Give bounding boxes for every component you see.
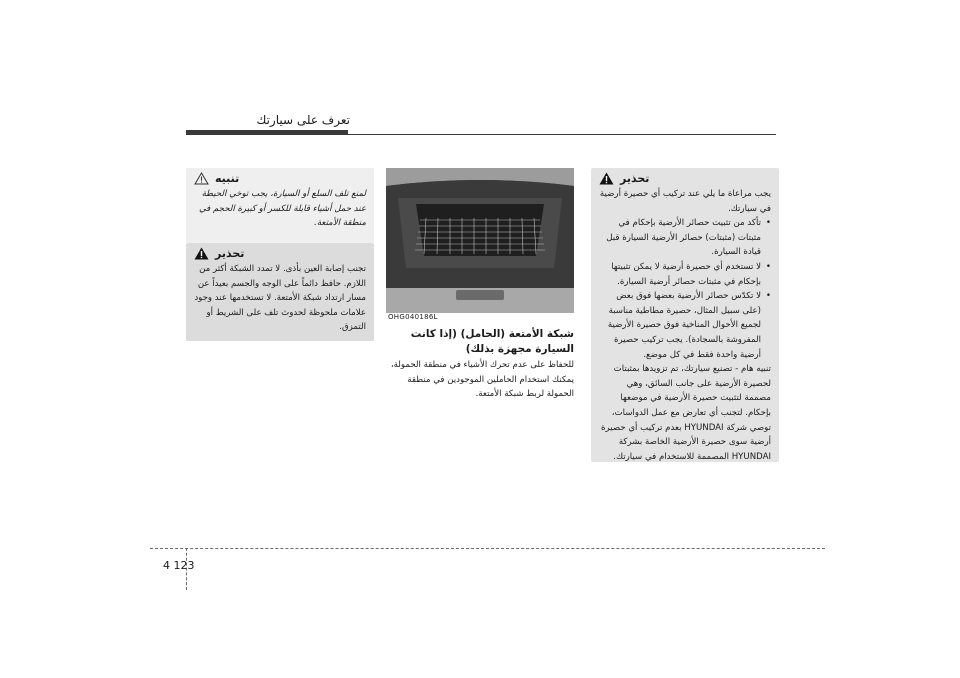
section-body: للحفاظ على عدم تحرك الأشياء في منطقة الحمولة، يمكنك استخدام الحاملين الموجودين في منطقة الحمولة لربط شبكة الأمتعة. <box>390 360 574 400</box>
warning-right-intro: يجب مراعاة ما يلي عند تركيب أي حصيرة أرضية في سيارتك. <box>599 189 771 214</box>
list-item: • لا تكدّس حصائر الأرضية بعضها فوق بعض (على سبيل المثال، حصيرة مطاطية مناسبة لجميع الأحوال المناخية فوق حصيرة الأرضية المفروشة بالسجادة). يجب تركيب حصيرة أرضية واحدة فقط في كل موضع. <box>599 289 771 362</box>
warning-icon <box>599 172 614 185</box>
warning-right-list <box>591 216 779 362</box>
warning-left-header <box>186 243 374 262</box>
warning-box-right <box>591 168 779 462</box>
notice-title: تنبيه <box>215 172 240 185</box>
footer-rule <box>150 548 825 549</box>
warning-left-text: تجنب إصابة العين بأذى. لا تمدد الشبكة أكثر من اللازم. حافظ دائماً على الوجه والجسم بعيداً عن مسار ارتداد شبكة الأمتعة. لا تستخدمها عند وجود علامات ملحوظة لحدوث تلف على الشريط أو التمزق. <box>194 264 366 333</box>
notice-text: لمنع تلف السلع أو السيارة، يجب توخي الحيطة عند حمل أشياء قابلة للكسر أو كبيرة الحجم في منطقة الأمتعة. <box>198 189 366 229</box>
trunk-net-photo <box>386 168 574 313</box>
photo-code: OHG040186L <box>388 313 438 321</box>
list-item: • تأكد من تثبيت حصائر الأرضية بإحكام في مثبتات (مثبتات) حصائر الأرضية السيارة قبل قيادة السيارة. <box>599 216 771 260</box>
warning-outline-icon <box>194 172 209 185</box>
list-item: • لا تستخدم أي حصيرة أرضية لا يمكن تثبيتها بإحكام في مثبتات حصائر أرضية السيارة. <box>599 260 771 289</box>
warning-left-title: تحذير <box>215 247 245 260</box>
warning-box-left <box>186 243 374 341</box>
page-number: 4 123 <box>163 559 195 572</box>
warning-icon <box>194 247 209 260</box>
warning-right-closing: تنبيه هام - تصنيع سيارتك، تم تزويدها بمثبتات لحصيرة الأرضية على جانب السائق، وهي مصممة لتثبيت حصيرة الأرضية في موضعها بإحكام. لتجنب أي تعارض مع عمل الدواسات، توصي شركة HYUNDAI بعدم تركيب أي حصيرة أرضية سوى حصيرة الأرضية الخاصة بشركة HYUNDAI المصممة للاستخدام في سيارتك. <box>601 364 771 462</box>
warning-right-title: تحذير <box>620 172 650 185</box>
section-heading: شبكة الأمتعة (الحامل) (إذا كانت السيارة مجهزة بذلك) <box>410 328 574 355</box>
notice-box <box>186 168 374 243</box>
section-title: تعرف على سيارتك <box>256 113 350 127</box>
header-rule <box>186 134 776 135</box>
notice-header <box>186 168 374 187</box>
warning-right-header <box>591 168 779 187</box>
